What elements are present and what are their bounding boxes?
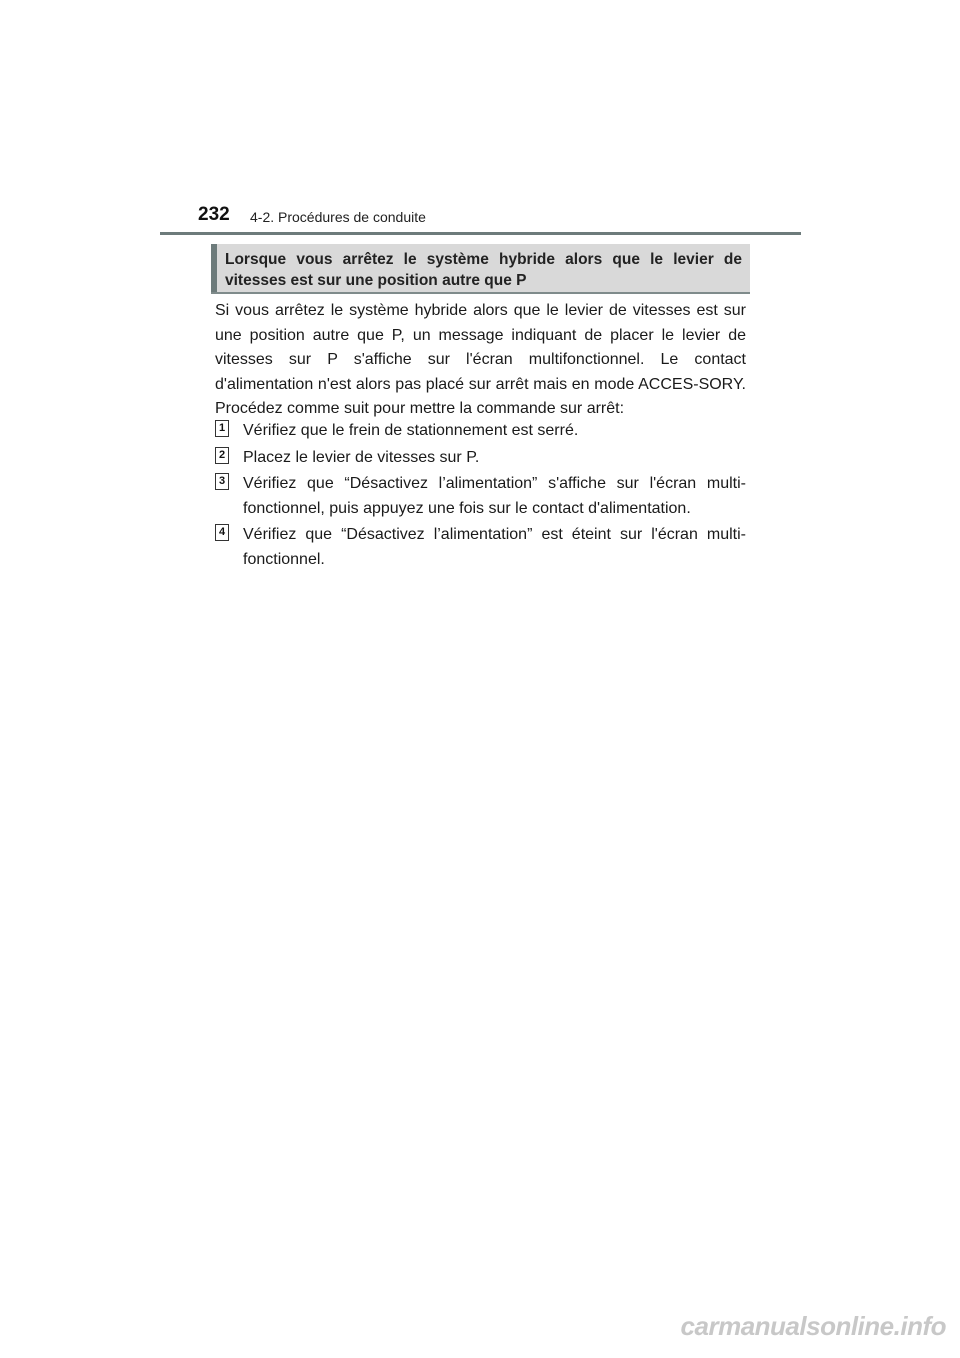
step-text: Vérifiez que “Désactivez l’alimentation” s'affiche sur l'écran multi-fonctionnel, puis appuyez une fois sur le contact d'alimentation. bbox=[243, 475, 746, 517]
step-item bbox=[215, 446, 746, 471]
step-number-badge: 4 bbox=[215, 524, 229, 541]
step-number-badge: 2 bbox=[215, 447, 229, 464]
intro-paragraph: Si vous arrêtez le système hybride alors que le levier de vitesses est sur une position autre que P, un message indiquant de placer le levier de vitesses sur P s'affiche sur l'écran multifonctionnel. Le contact d'alimentation n'est alors pas placé sur arrêt mais en mode ACCES-SORY. Procédez comme suit pour mettre la commande sur arrêt: bbox=[215, 302, 746, 417]
step-text: Placez le levier de vitesses sur P. bbox=[243, 449, 480, 466]
step-item bbox=[215, 523, 746, 572]
subsection-heading-text: Lorsque vous arrêtez le système hybride alors que le levier de vitesses est sur une position autre que P bbox=[225, 251, 742, 289]
step-text: Vérifiez que “Désactivez l’alimentation” est éteint sur l'écran multi-fonctionnel. bbox=[243, 526, 746, 568]
heading-accent-bar bbox=[211, 244, 217, 292]
step-item bbox=[215, 472, 746, 521]
page-number: 232 bbox=[198, 204, 230, 225]
section-title: 4-2. Procédures de conduite bbox=[250, 209, 426, 225]
step-text: Vérifiez que le frein de stationnement est serré. bbox=[243, 422, 579, 439]
watermark-logo: carmanualsonline.info bbox=[680, 1311, 946, 1341]
subsection-heading bbox=[211, 244, 750, 294]
step-number-badge: 1 bbox=[215, 420, 229, 437]
step-number-badge: 3 bbox=[215, 473, 229, 490]
header-divider bbox=[160, 232, 801, 235]
step-item bbox=[215, 419, 746, 444]
